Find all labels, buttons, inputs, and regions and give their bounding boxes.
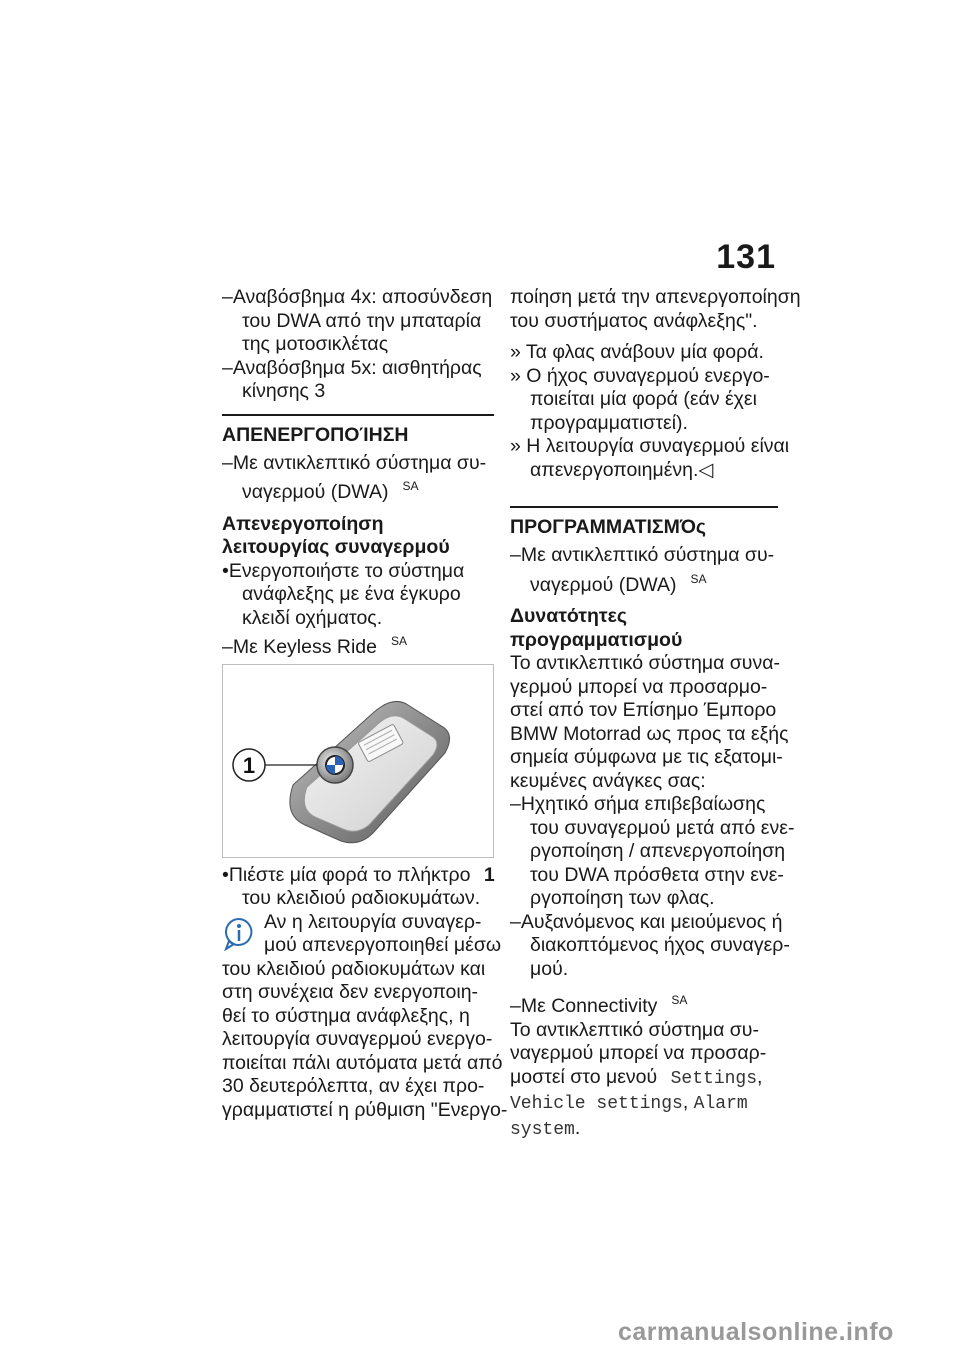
info-text: λειτουργία συναγερμού ενεργο- [222,1028,493,1050]
sa-badge: SA [391,634,408,648]
info-text: θεί το σύστημα ανάφλεξης, η [222,1004,470,1027]
info-text-cont: ποίηση μετά την απενεργοποίηση [510,286,801,308]
press-step-cont: του κλειδιού ραδιοκυμάτων. [242,887,481,909]
paragraph-line: BMW Motorrad ως προς τα εξής [510,722,789,745]
menu-path-cont: system. [510,1116,581,1140]
dwa-condition: –Με αντικλεπτικό σύστημα συ- [222,451,487,474]
info-icon [224,917,254,951]
list-line: κίνησης 3 [242,380,326,402]
option-line: –Αυξανόμενος και μειούμενος ή [510,910,783,933]
menu-path: μοστεί στο μενού Settings, [510,1065,763,1089]
menu-path-cont: Vehicle settings, Alarm [510,1091,748,1114]
option-line: του συναγερμού μετά από ενε- [530,816,795,839]
option-line: –Ηχητικό σήμα επιβεβαίωσης [510,793,766,815]
callout-label: 1 [242,752,256,778]
paragraph-line: γερμού μπορεί να προσαρμο- [510,675,768,698]
menu-alarm: Alarm [693,1094,748,1114]
option-line: διακοπτόμενος ήχος συναγερ- [530,934,790,956]
section-heading-deactivation: ΑΠΕΝΕΡΓΟΠΟΊΗΣΗ [222,414,494,448]
page-number: 131 [716,238,776,276]
result-list [510,341,790,482]
option-line: ργοποίηση / απενεργοποίηση [530,840,786,862]
list-line: –Αναβόσβημα 4x: αποσύνδεση [222,286,493,308]
key-fob-illustration [223,665,493,857]
alarm-signal-list [222,286,494,404]
dwa-condition-cont: ναγερμού (DWA) $^{SA}$ [530,571,707,596]
list-line: της μοτοσικλέτας [242,333,389,355]
info-text-cont: του συστήματος ανάφλεξης". [510,309,758,332]
result-line: προγραμματιστεί). [530,411,688,434]
result-line: » Τα φλας ανάβουν μία φορά. [510,341,764,363]
menu-system: system [510,1119,575,1140]
paragraph-line: σημεία σύμφωνα με τις εξατομι- [510,746,783,768]
press-step: •Πιέστε μία φορά το πλήκτρο 1 [222,863,495,886]
bullet-step: •Ενεργοποιήστε το σύστημα [222,559,465,582]
dwa-condition-cont: ναγερμού (DWA) $^{SA}$ [242,479,419,503]
section-heading-programming: ΠΡΟΓΡΑΜΜΑΤΙΣΜΌς [510,506,778,540]
result-line: ποιείται μία φορά (εάν έχει [530,388,757,410]
connectivity-text: ναγερμού μπορεί να προσαρ- [510,1042,767,1064]
subheading-line: λειτουργίας συναγερμού [222,536,450,558]
right-column [510,286,801,1142]
bullet-step-cont: ανάφλεξης με ένα έγκυρο [242,583,461,605]
result-line: απενεργοποιημένη.◁ [530,458,714,481]
info-note: Αν η λειτουργία συναγερ- μού απενεργοποιηθεί μέσω [222,911,494,958]
sa-badge: SA [690,571,707,586]
connectivity-text: Το αντικλεπτικό σύστημα συ- [510,1018,759,1041]
paragraph-line: κευμένες ανάγκες σας: [510,769,706,792]
dwa-condition: –Με αντικλεπτικό σύστημα συ- [510,544,775,566]
menu-settings: Settings [670,1068,758,1089]
watermark-footer: carmanualsonline.info [618,1318,894,1346]
programming-options-list [510,793,795,981]
paragraph-line: στεί από τον Επίσημο Έμπορο [510,699,777,721]
bullet-step-cont: κλειδί οχήματος. [242,606,383,629]
info-text: στη συνέχεια δεν ενεργοποιη- [222,981,479,1003]
list-line: του DWA από την μπαταρία [242,309,482,332]
connectivity-condition: –Με Connectivity $^{SA}$ [510,993,688,1017]
option-line: μού. [530,957,569,980]
option-line: του DWA πρόσθετα στην ενε- [530,863,784,886]
info-text: του κλειδιού ραδιοκυμάτων και [222,957,486,980]
result-line: » Η λειτουργία συναγερμού είναι [510,435,790,457]
subheading-line: Δυνατότητες [510,605,627,627]
result-line: » Ο ήχος συναγερμού ενεργο- [510,364,770,387]
sa-badge: SA [671,993,688,1007]
sa-badge: SA [402,479,419,493]
menu-vehicle-settings: Vehicle settings [510,1094,683,1114]
info-text: γραμματιστεί η ρύθμιση "Ενεργο- [222,1098,508,1121]
keyless-condition: –Με Keyless Ride $^{SA}$ [222,634,408,658]
key-fob-figure [222,664,494,858]
paragraph-line: Το αντικλεπτικό σύστημα συνα- [510,652,780,674]
programming-paragraph [510,652,789,793]
subheading-line: προγραμματισμού [510,628,683,651]
left-column [222,286,508,1122]
info-text: ποιείται πάλι αυτόματα μετά από [222,1051,503,1074]
subheading-line: Απενεργοποίηση [222,512,384,535]
list-line: –Αναβόσβημα 5x: αισθητήρας [222,356,482,379]
info-text: 30 δευτερόλεπτα, αν έχει προ- [222,1075,485,1097]
option-line: ργοποίηση των φλας. [530,887,715,909]
